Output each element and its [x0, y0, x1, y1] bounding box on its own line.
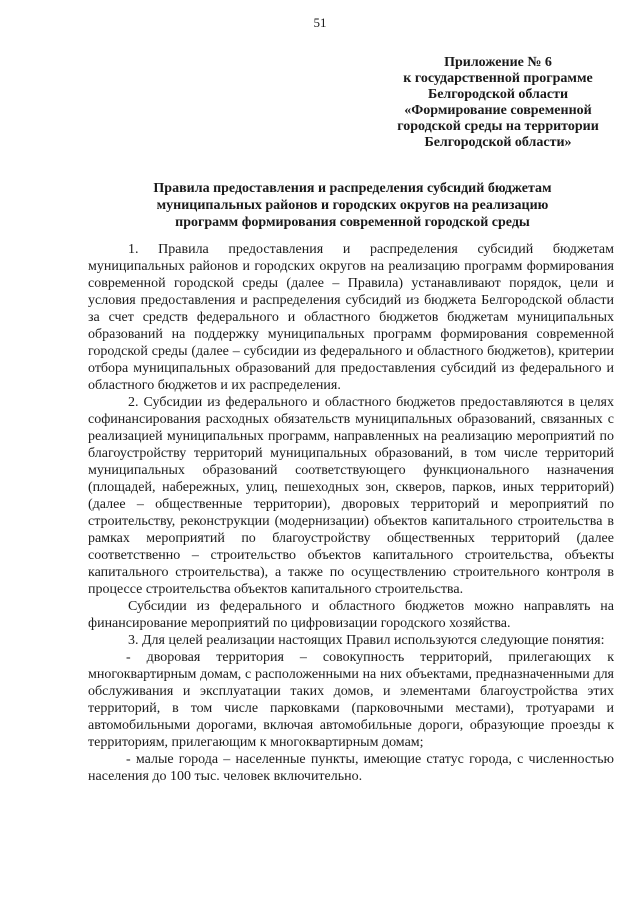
paragraph-3: 3. Для целей реализации настоящих Правил используются следующие понятия: — [128, 633, 605, 648]
appendix-line: городской среды на территории — [397, 119, 599, 134]
paragraph-2: 2. Субсидии из федерального и областного бюджетов предоставляются в целях софинансирования расходных обязательств муниципальных образований, связанных с реализацией муниципальных программ, направленных на реализацию мероприятий по благоустройству территорий муниципальных образований, в том числе территорий муниципальных образований соответствующего функционального назначения (площадей, набережных, улиц, пешеходных зон, скверов, парков, иных территорий) (далее – общественные территории), дворовых территорий и мероприятий по строительству, реконструкции (модернизации) объектов капитального строительства в рамках мероприятий по благоустройству общественных территорий (далее соответственно – строительство объектов капитального строительства, объекты капитального строительства), а также по осуществлению строительного контроля в процессе строительства объектов капитального строительства. — [88, 395, 614, 597]
appendix-line: Белгородской области — [427, 87, 569, 102]
appendix-header — [380, 55, 616, 151]
appendix-line: к государственной программе — [403, 71, 593, 86]
title-line: муниципальных районов и городских округов на реализацию — [156, 198, 549, 213]
document-body — [88, 241, 614, 785]
title-line: программ формирования современной городской среды — [175, 215, 530, 230]
title-line: Правила предоставления и распределения субсидий бюджетам — [153, 181, 552, 196]
paragraph-1: 1. Правила предоставления и распределения субсидий бюджетам муниципальных районов и городских округов на реализацию программ формирования современной городской среды (далее – Правила) устанавливают порядок, цели и условия предоставления и распределения субсидий из бюджета Белгородской области за счет средств федерального и областного бюджетов бюджетам муниципальных образований на поддержку муниципальных программ формирования современной городской среды (далее – субсидии из федерального и областного бюджетов), критерии отбора муниципальных образований для предоставления субсидий из федерального и областного бюджетов и их распределения. — [88, 242, 614, 393]
document-title — [80, 180, 625, 231]
paragraph-subsidies-digitalization: Субсидии из федерального и областного бюджетов можно направлять на финансирование мероприятий по цифровизации городского хозяйства. — [88, 599, 614, 631]
page-number: 51 — [313, 15, 327, 30]
appendix-line: Белгородской области» — [424, 135, 572, 150]
definition-courtyard: - дворовая территория – совокупность территорий, прилегающих к многоквартирным домам, с расположенными на них объектами, предназначенными для обслуживания и эксплуатации таких домов, и элементами благоустройства этих территорий, в том числе парковками (парковочными местами), тротуарами и автомобильными дорогами, включая автомобильные дороги, образующие проезды к территориям, прилегающим к многоквартирным домам; — [88, 650, 614, 750]
appendix-line: Приложение № 6 — [444, 55, 552, 70]
definition-small-towns: - малые города – населенные пункты, имеющие статус города, с численностью населения до 100 тыс. человек включительно. — [88, 752, 614, 784]
appendix-line: «Формирование современной — [404, 103, 592, 118]
